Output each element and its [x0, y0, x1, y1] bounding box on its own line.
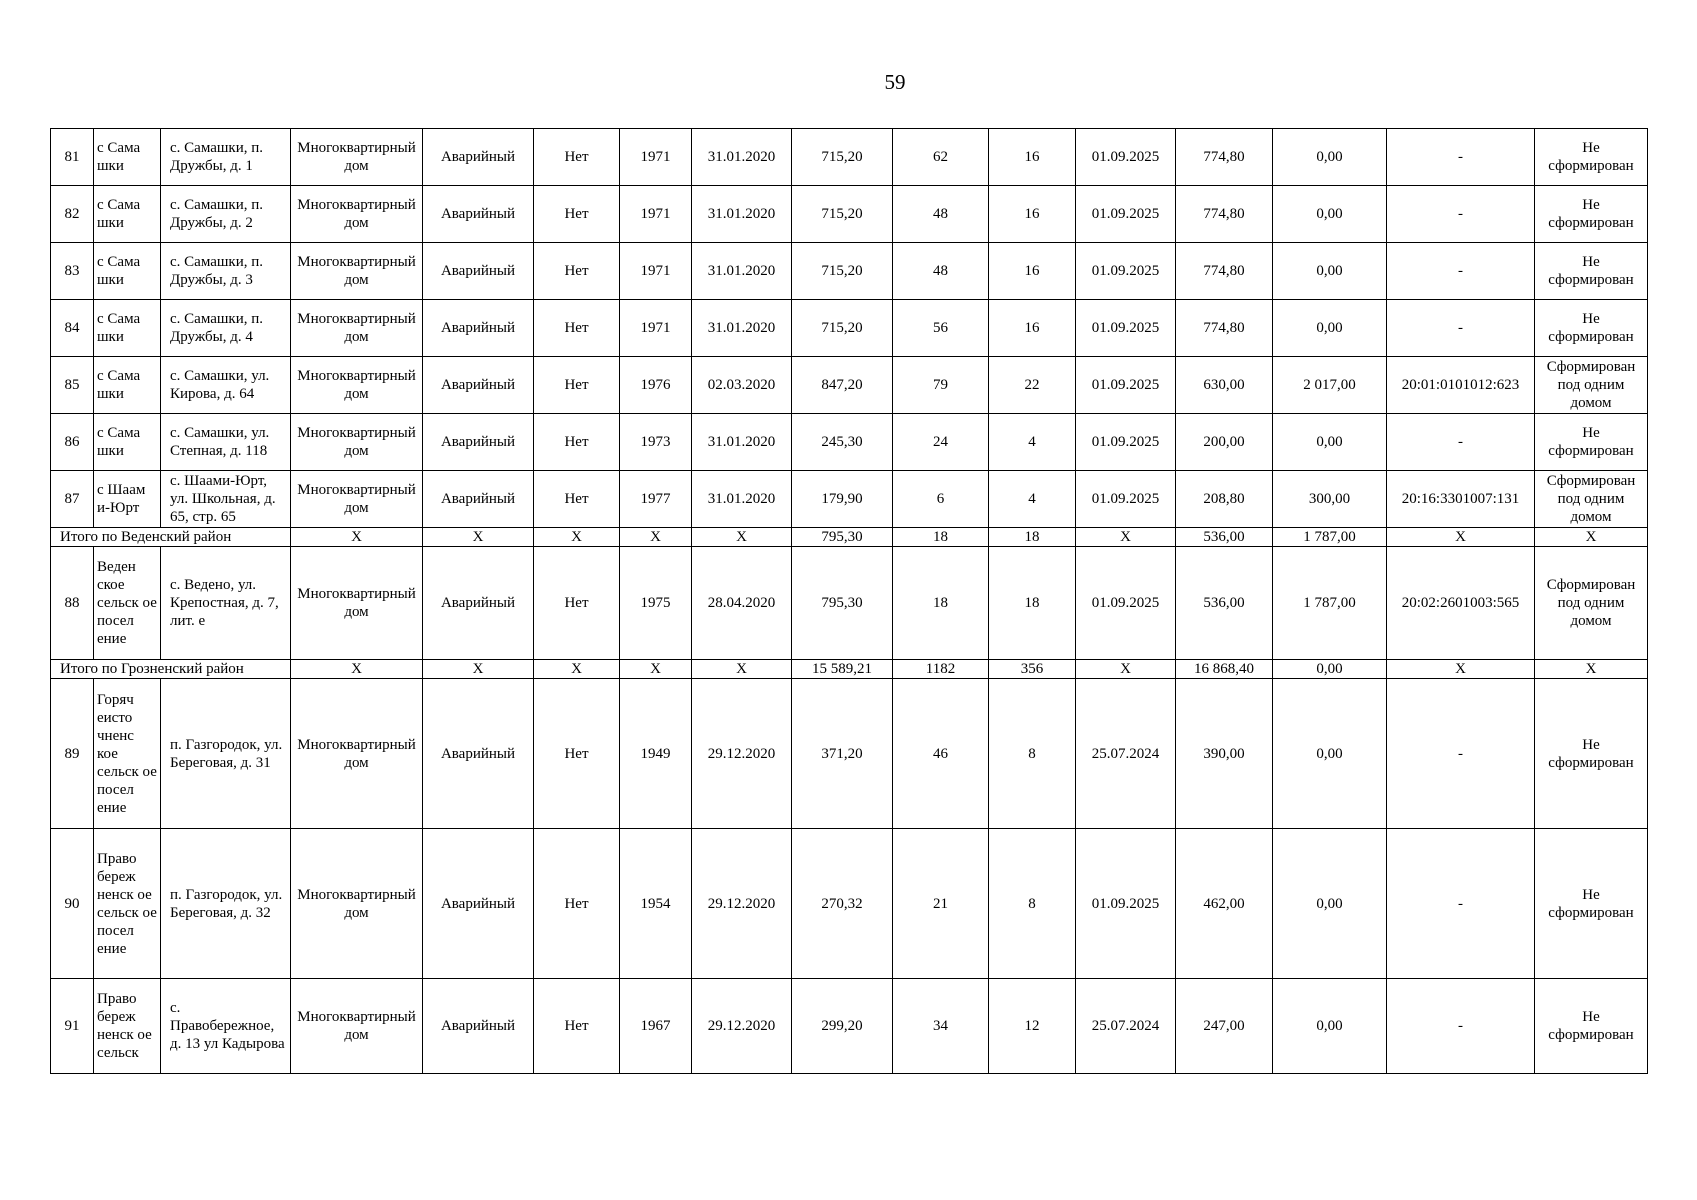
flag-cell: Нет	[534, 357, 620, 414]
flats-cell: 16	[989, 129, 1076, 186]
cadastre-cell: -	[1387, 243, 1535, 300]
row-number: 81	[51, 129, 94, 186]
status-cell: Аварийный	[423, 679, 534, 829]
year-cell: 1977	[620, 471, 692, 528]
recognition-date-cell: 31.01.2020	[692, 186, 792, 243]
status-cell: Аварийный	[423, 300, 534, 357]
area2-cell: 390,00	[1176, 679, 1273, 829]
flag-cell: Нет	[534, 979, 620, 1074]
plan-date-cell: 01.09.2025	[1076, 414, 1176, 471]
cadastre-cell: -	[1387, 186, 1535, 243]
total-x-cell: Х	[534, 660, 620, 679]
building-type-cell: Многоквартирный дом	[291, 829, 423, 979]
year-cell: 1975	[620, 547, 692, 660]
row-number: 83	[51, 243, 94, 300]
year-cell: 1971	[620, 186, 692, 243]
residents-cell: 48	[893, 186, 989, 243]
total-cadastre: Х	[1387, 528, 1535, 547]
total-formation: Х	[1535, 660, 1648, 679]
area-cell: 795,30	[792, 547, 893, 660]
status-cell: Аварийный	[423, 243, 534, 300]
residents-cell: 46	[893, 679, 989, 829]
land-area-cell: 0,00	[1273, 414, 1387, 471]
area2-cell: 774,80	[1176, 243, 1273, 300]
area-cell: 715,20	[792, 300, 893, 357]
cadastre-cell: -	[1387, 679, 1535, 829]
building-type-cell: Многоквартирный дом	[291, 547, 423, 660]
building-type-cell: Многоквартирный дом	[291, 414, 423, 471]
area-cell: 371,20	[792, 679, 893, 829]
table-row	[51, 243, 1648, 300]
land-area-cell: 300,00	[1273, 471, 1387, 528]
residents-cell: 62	[893, 129, 989, 186]
row-number: 82	[51, 186, 94, 243]
flats-cell: 12	[989, 979, 1076, 1074]
table-row	[51, 829, 1648, 979]
table-row	[51, 129, 1648, 186]
address-cell: с. Ведено, ул. Крепостная, д. 7, лит. е	[161, 547, 291, 660]
address-cell: п. Газгородок, ул. Береговая, д. 32	[161, 829, 291, 979]
recognition-date-cell: 29.12.2020	[692, 979, 792, 1074]
residents-cell: 24	[893, 414, 989, 471]
settlement-cell: Веден ское сельск ое посел ение	[94, 547, 161, 660]
total-land: 0,00	[1273, 660, 1387, 679]
flats-cell: 8	[989, 829, 1076, 979]
cadastre-cell: -	[1387, 979, 1535, 1074]
table-row	[51, 300, 1648, 357]
settlement-cell: с Сама шки	[94, 186, 161, 243]
table-row	[51, 471, 1648, 528]
area2-cell: 630,00	[1176, 357, 1273, 414]
area-cell: 179,90	[792, 471, 893, 528]
area-cell: 270,32	[792, 829, 893, 979]
flats-cell: 8	[989, 679, 1076, 829]
land-formation-cell: Не сформирован	[1535, 186, 1648, 243]
plan-date-cell: 25.07.2024	[1076, 979, 1176, 1074]
flats-cell: 22	[989, 357, 1076, 414]
residents-cell: 34	[893, 979, 989, 1074]
total-area2: 16 868,40	[1176, 660, 1273, 679]
address-cell: с. Самашки, ул. Степная, д. 118	[161, 414, 291, 471]
flats-cell: 4	[989, 471, 1076, 528]
land-formation-cell: Сформирован под одним домом	[1535, 547, 1648, 660]
district-total-row	[51, 660, 1648, 679]
land-formation-cell: Не сформирован	[1535, 679, 1648, 829]
land-formation-cell: Не сформирован	[1535, 300, 1648, 357]
status-cell: Аварийный	[423, 357, 534, 414]
status-cell: Аварийный	[423, 186, 534, 243]
total-label: Итого по Грозненский район	[51, 660, 291, 679]
row-number: 84	[51, 300, 94, 357]
residents-cell: 21	[893, 829, 989, 979]
total-x-cell: Х	[423, 660, 534, 679]
year-cell: 1973	[620, 414, 692, 471]
area2-cell: 774,80	[1176, 186, 1273, 243]
total-plan-date: Х	[1076, 528, 1176, 547]
flag-cell: Нет	[534, 679, 620, 829]
area-cell: 847,20	[792, 357, 893, 414]
building-type-cell: Многоквартирный дом	[291, 186, 423, 243]
recognition-date-cell: 31.01.2020	[692, 414, 792, 471]
cadastre-cell: 20:16:3301007:131	[1387, 471, 1535, 528]
area-cell: 715,20	[792, 186, 893, 243]
building-type-cell: Многоквартирный дом	[291, 471, 423, 528]
status-cell: Аварийный	[423, 414, 534, 471]
address-cell: п. Газгородок, ул. Береговая, д. 31	[161, 679, 291, 829]
total-x-cell: Х	[291, 660, 423, 679]
total-land: 1 787,00	[1273, 528, 1387, 547]
plan-date-cell: 01.09.2025	[1076, 357, 1176, 414]
residents-cell: 56	[893, 300, 989, 357]
building-type-cell: Многоквартирный дом	[291, 979, 423, 1074]
address-cell: с. Самашки, ул. Кирова, д. 64	[161, 357, 291, 414]
table-row	[51, 679, 1648, 829]
flats-cell: 16	[989, 300, 1076, 357]
recognition-date-cell: 29.12.2020	[692, 679, 792, 829]
address-cell: с. Самашки, п. Дружбы, д. 3	[161, 243, 291, 300]
flag-cell: Нет	[534, 547, 620, 660]
recognition-date-cell: 31.01.2020	[692, 243, 792, 300]
area-cell: 715,20	[792, 129, 893, 186]
flag-cell: Нет	[534, 471, 620, 528]
settlement-cell: Горяч еисто чненс кое сельск ое посел ение	[94, 679, 161, 829]
address-cell: с. Самашки, п. Дружбы, д. 2	[161, 186, 291, 243]
year-cell: 1971	[620, 129, 692, 186]
year-cell: 1971	[620, 300, 692, 357]
plan-date-cell: 01.09.2025	[1076, 829, 1176, 979]
year-cell: 1949	[620, 679, 692, 829]
total-x-cell: Х	[620, 660, 692, 679]
recognition-date-cell: 02.03.2020	[692, 357, 792, 414]
plan-date-cell: 01.09.2025	[1076, 186, 1176, 243]
flats-cell: 16	[989, 186, 1076, 243]
area2-cell: 200,00	[1176, 414, 1273, 471]
flag-cell: Нет	[534, 243, 620, 300]
total-residents: 1182	[893, 660, 989, 679]
cadastre-cell: 20:02:2601003:565	[1387, 547, 1535, 660]
area2-cell: 247,00	[1176, 979, 1273, 1074]
total-residents: 18	[893, 528, 989, 547]
total-x-cell: Х	[692, 660, 792, 679]
settlement-cell: Право береж ненск ое сельск ое посел ение	[94, 829, 161, 979]
housing-table	[50, 128, 1648, 1074]
flag-cell: Нет	[534, 414, 620, 471]
land-area-cell: 0,00	[1273, 129, 1387, 186]
total-area2: 536,00	[1176, 528, 1273, 547]
total-plan-date: Х	[1076, 660, 1176, 679]
table-row	[51, 979, 1648, 1074]
address-cell: с. Самашки, п. Дружбы, д. 4	[161, 300, 291, 357]
status-cell: Аварийный	[423, 471, 534, 528]
year-cell: 1971	[620, 243, 692, 300]
residents-cell: 18	[893, 547, 989, 660]
total-cadastre: Х	[1387, 660, 1535, 679]
flag-cell: Нет	[534, 829, 620, 979]
total-formation: Х	[1535, 528, 1648, 547]
table-row	[51, 547, 1648, 660]
page-number: 59	[884, 70, 906, 94]
row-number: 90	[51, 829, 94, 979]
plan-date-cell: 01.09.2025	[1076, 129, 1176, 186]
table-row	[51, 414, 1648, 471]
plan-date-cell: 01.09.2025	[1076, 243, 1176, 300]
total-x-cell: Х	[534, 528, 620, 547]
total-x-cell: Х	[291, 528, 423, 547]
plan-date-cell: 01.09.2025	[1076, 471, 1176, 528]
plan-date-cell: 01.09.2025	[1076, 300, 1176, 357]
building-type-cell: Многоквартирный дом	[291, 243, 423, 300]
flats-cell: 4	[989, 414, 1076, 471]
flag-cell: Нет	[534, 129, 620, 186]
status-cell: Аварийный	[423, 979, 534, 1074]
flag-cell: Нет	[534, 186, 620, 243]
land-area-cell: 2 017,00	[1273, 357, 1387, 414]
row-number: 91	[51, 979, 94, 1074]
cadastre-cell: 20:01:0101012:623	[1387, 357, 1535, 414]
total-flats: 356	[989, 660, 1076, 679]
residents-cell: 6	[893, 471, 989, 528]
land-area-cell: 0,00	[1273, 979, 1387, 1074]
area-cell: 715,20	[792, 243, 893, 300]
row-number: 88	[51, 547, 94, 660]
land-formation-cell: Не сформирован	[1535, 129, 1648, 186]
status-cell: Аварийный	[423, 547, 534, 660]
settlement-cell: с Сама шки	[94, 243, 161, 300]
total-area: 15 589,21	[792, 660, 893, 679]
flag-cell: Нет	[534, 300, 620, 357]
year-cell: 1967	[620, 979, 692, 1074]
residents-cell: 79	[893, 357, 989, 414]
flats-cell: 16	[989, 243, 1076, 300]
building-type-cell: Многоквартирный дом	[291, 300, 423, 357]
plan-date-cell: 25.07.2024	[1076, 679, 1176, 829]
land-formation-cell: Не сформирован	[1535, 829, 1648, 979]
flats-cell: 18	[989, 547, 1076, 660]
area2-cell: 774,80	[1176, 129, 1273, 186]
residents-cell: 48	[893, 243, 989, 300]
plan-date-cell: 01.09.2025	[1076, 547, 1176, 660]
settlement-cell: с Сама шки	[94, 129, 161, 186]
land-area-cell: 1 787,00	[1273, 547, 1387, 660]
total-label: Итого по Веденский район	[51, 528, 291, 547]
year-cell: 1976	[620, 357, 692, 414]
building-type-cell: Многоквартирный дом	[291, 679, 423, 829]
cadastre-cell: -	[1387, 414, 1535, 471]
total-x-cell: Х	[692, 528, 792, 547]
district-total-row	[51, 528, 1648, 547]
address-cell: с. Шаами-Юрт, ул. Школьная, д. 65, стр. 65	[161, 471, 291, 528]
total-area: 795,30	[792, 528, 893, 547]
table-row	[51, 186, 1648, 243]
land-formation-cell: Сформирован под одним домом	[1535, 357, 1648, 414]
address-cell: с. Правобережное, д. 13 ул Кадырова	[161, 979, 291, 1074]
recognition-date-cell: 31.01.2020	[692, 471, 792, 528]
land-area-cell: 0,00	[1273, 679, 1387, 829]
land-area-cell: 0,00	[1273, 300, 1387, 357]
total-x-cell: Х	[423, 528, 534, 547]
total-x-cell: Х	[620, 528, 692, 547]
building-type-cell: Многоквартирный дом	[291, 357, 423, 414]
area2-cell: 536,00	[1176, 547, 1273, 660]
recognition-date-cell: 28.04.2020	[692, 547, 792, 660]
land-area-cell: 0,00	[1273, 186, 1387, 243]
address-cell: с. Самашки, п. Дружбы, д. 1	[161, 129, 291, 186]
settlement-cell: с Сама шки	[94, 414, 161, 471]
land-formation-cell: Сформирован под одним домом	[1535, 471, 1648, 528]
row-number: 89	[51, 679, 94, 829]
land-area-cell: 0,00	[1273, 829, 1387, 979]
row-number: 86	[51, 414, 94, 471]
area-cell: 299,20	[792, 979, 893, 1074]
recognition-date-cell: 31.01.2020	[692, 300, 792, 357]
settlement-cell: с Сама шки	[94, 300, 161, 357]
settlement-cell: с Шаам и-Юрт	[94, 471, 161, 528]
land-formation-cell: Не сформирован	[1535, 414, 1648, 471]
area-cell: 245,30	[792, 414, 893, 471]
building-type-cell: Многоквартирный дом	[291, 129, 423, 186]
area2-cell: 462,00	[1176, 829, 1273, 979]
area2-cell: 208,80	[1176, 471, 1273, 528]
status-cell: Аварийный	[423, 129, 534, 186]
land-area-cell: 0,00	[1273, 243, 1387, 300]
cadastre-cell: -	[1387, 829, 1535, 979]
settlement-cell: с Сама шки	[94, 357, 161, 414]
recognition-date-cell: 31.01.2020	[692, 129, 792, 186]
land-formation-cell: Не сформирован	[1535, 979, 1648, 1074]
recognition-date-cell: 29.12.2020	[692, 829, 792, 979]
row-number: 85	[51, 357, 94, 414]
row-number: 87	[51, 471, 94, 528]
year-cell: 1954	[620, 829, 692, 979]
cadastre-cell: -	[1387, 129, 1535, 186]
status-cell: Аварийный	[423, 829, 534, 979]
cadastre-cell: -	[1387, 300, 1535, 357]
total-flats: 18	[989, 528, 1076, 547]
table-row	[51, 357, 1648, 414]
area2-cell: 774,80	[1176, 300, 1273, 357]
settlement-cell: Право береж ненск ое сельск	[94, 979, 161, 1074]
land-formation-cell: Не сформирован	[1535, 243, 1648, 300]
